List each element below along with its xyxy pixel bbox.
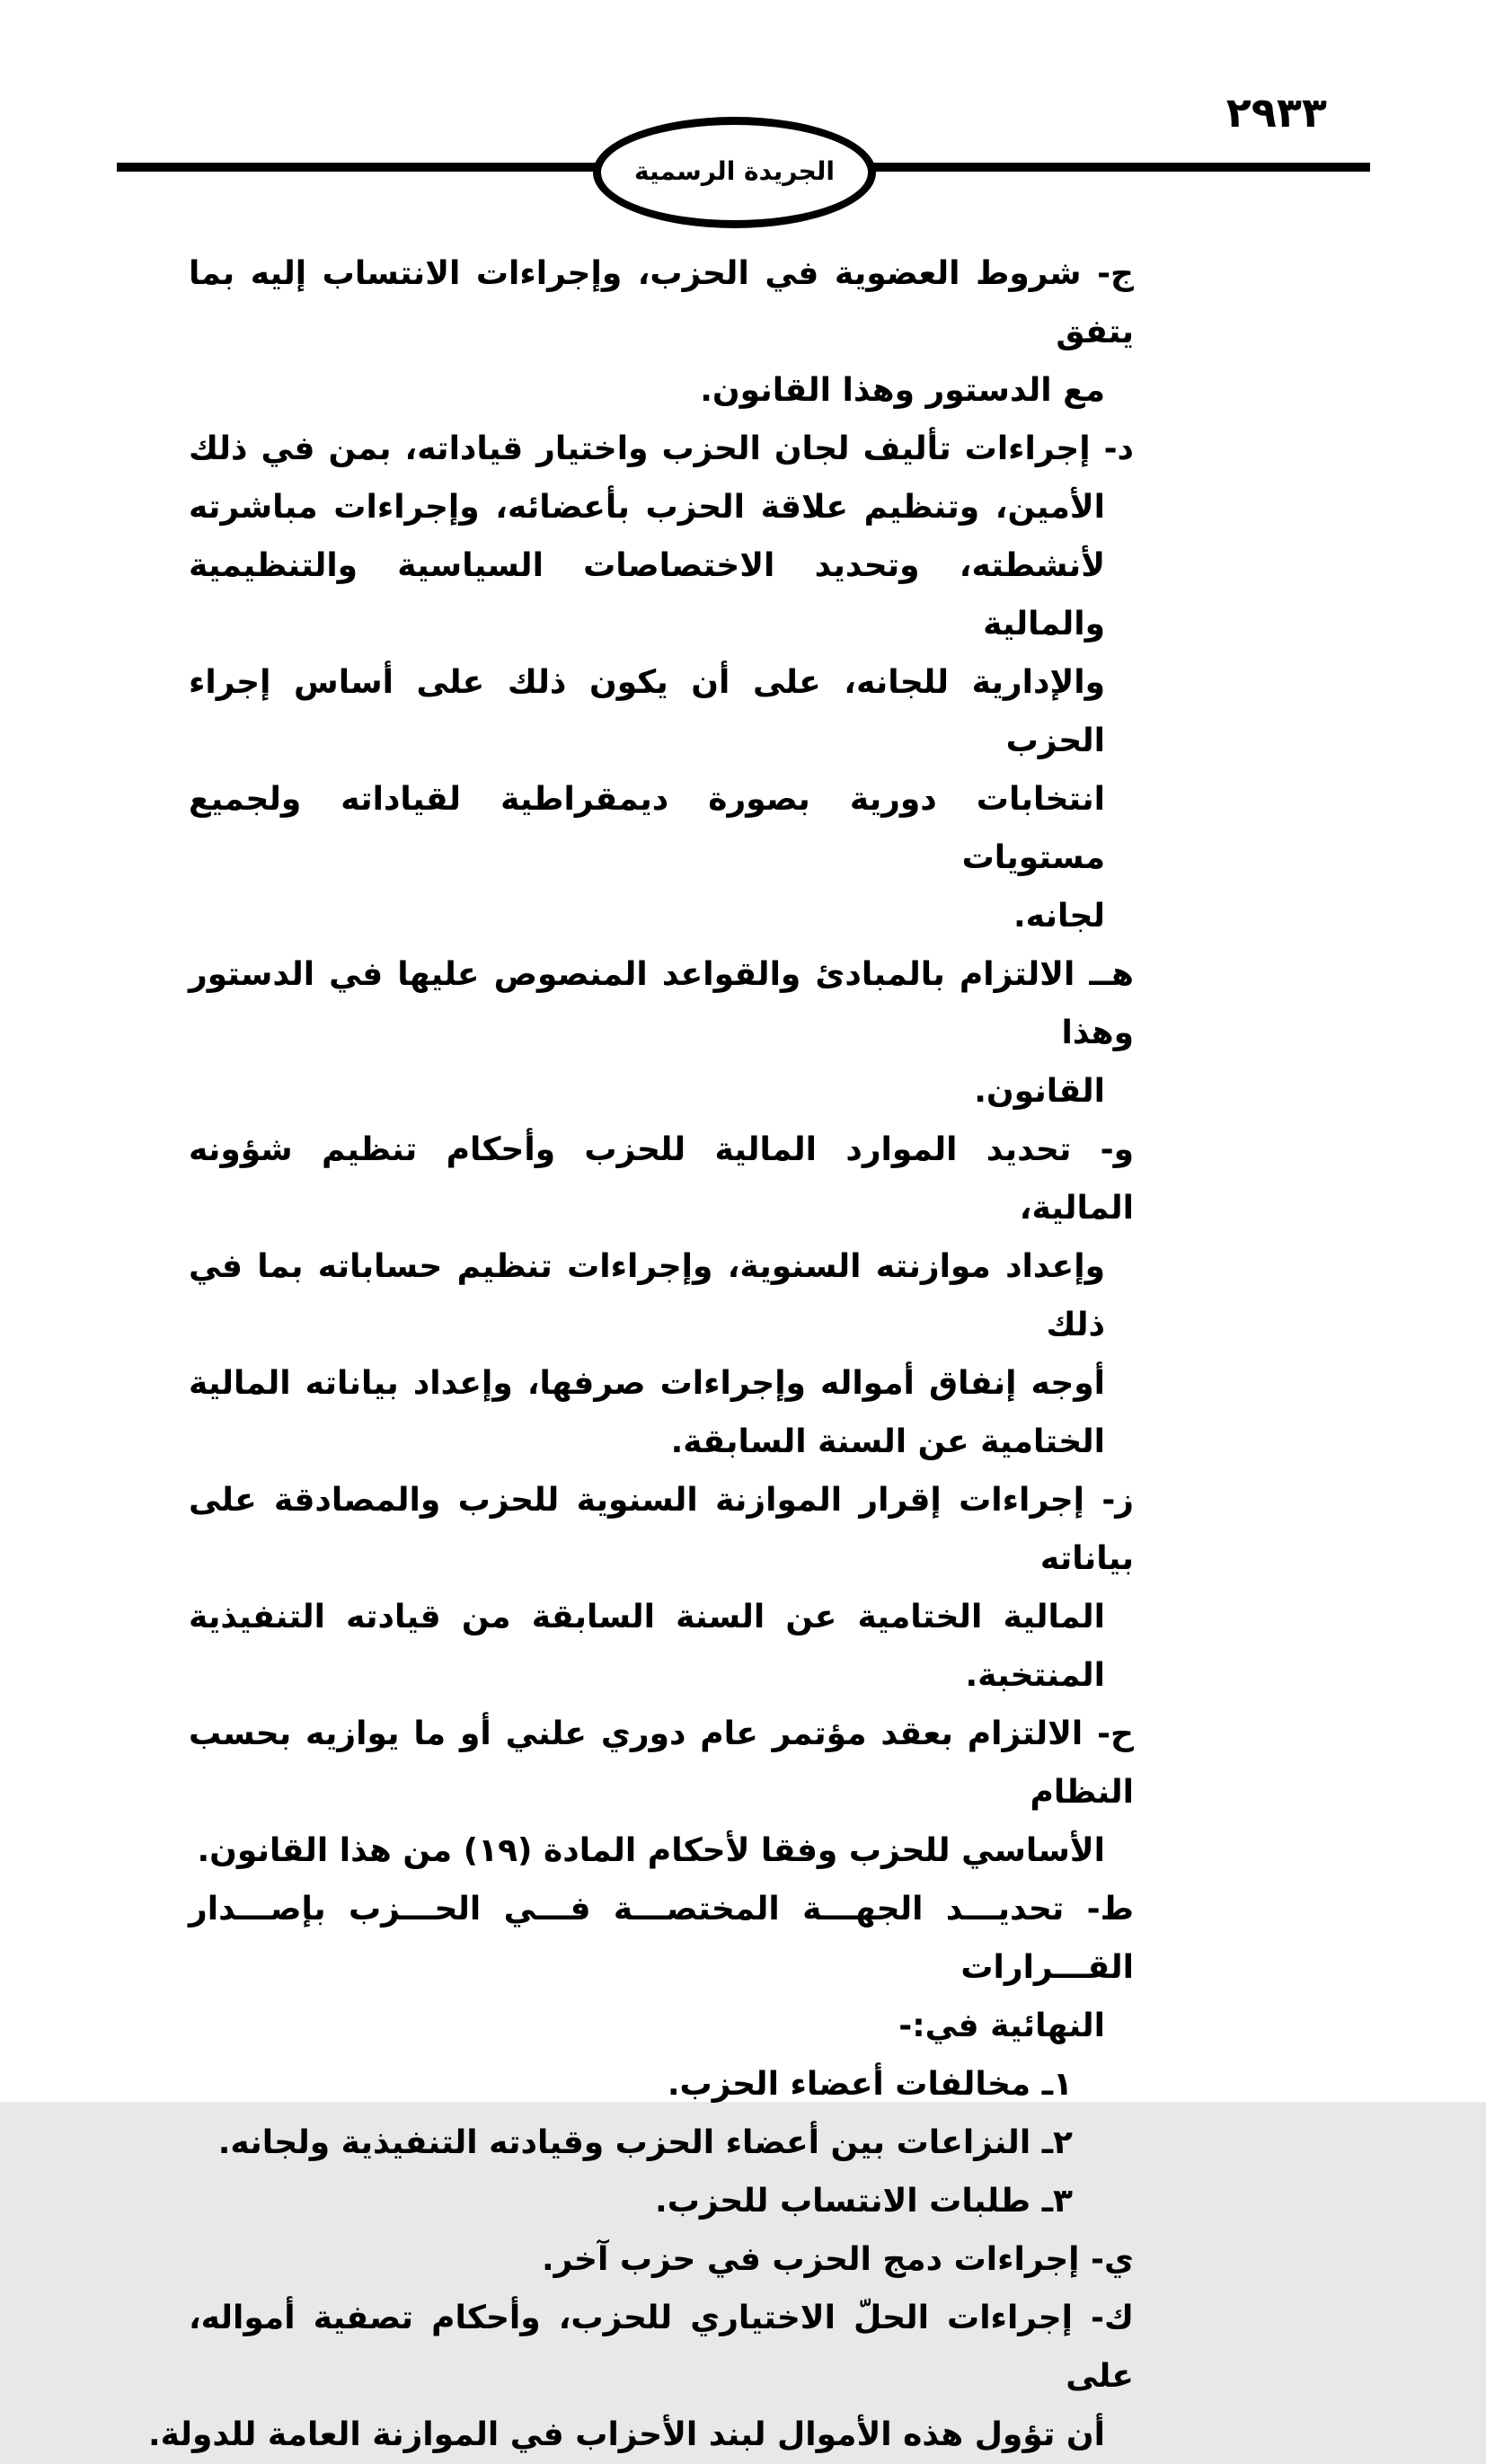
text-line: و- تحديد الموارد المالية للحزب وأحكام تنظيم شؤونه المالية،	[189, 1131, 1134, 1227]
text-line: والإدارية للجانه، على أن يكون ذلك على أساس إجراء الحزب	[189, 664, 1105, 759]
numbered-item: ٢ـ النزاعات بين أعضاء الحزب وقيادته التنفيذية ولجانه.	[217, 2124, 1073, 2161]
text-line: النهائية في:-	[898, 2008, 1105, 2044]
numbered-item: ١ـ مخالفات أعضاء الحزب.	[667, 2066, 1073, 2103]
text-line: لأنشطته، وتحديد الاختصاصات السياسية والتنظيمية والمالية	[189, 547, 1105, 643]
text-line: وإعداد موازنته السنوية، وإجراءات تنظيم حساباته بما في ذلك	[189, 1248, 1105, 1343]
text-line: انتخابات دورية بصورة ديمقراطية لقياداته ولجميع مستويات	[189, 781, 1105, 876]
text-line: ح- الالتزام بعقد مؤتمر عام دوري علني أو ما يوازيه بحسب النظام	[189, 1715, 1134, 1811]
numbered-item: ٣ـ طلبات الانتساب للحزب.	[655, 2183, 1073, 2220]
text-line: هــ الالتزام بالمبادئ والقواعد المنصوص عليها في الدستور وهذا	[189, 956, 1134, 1051]
text-line: ط- تحديـــد الجهـــة المختصـــة فـــي الحـــزب بإصـــدار القـــرارات	[189, 1891, 1134, 1986]
text-line: د- إجراءات تأليف لجان الحزب واختيار قياداته، بمن في ذلك	[189, 430, 1134, 467]
text-line: الختامية عن السنة السابقة.	[670, 1423, 1105, 1460]
page-number: ٢٩٣٣	[1225, 88, 1327, 137]
text-line: لجانه.	[1013, 898, 1105, 935]
document-body	[147, 244, 1134, 2464]
text-line: ج- شروط العضوية في الحزب، وإجراءات الانتساب إليه بما يتفق	[189, 255, 1134, 350]
text-line: القانون.	[974, 1073, 1105, 1110]
text-line: المالية الختامية عن السنة السابقة من قيادته التنفيذية المنتخبة.	[189, 1599, 1105, 1694]
text-line: ز- إجراءات إقرار الموازنة السنوية للحزب والمصادقة على بياناته	[189, 1482, 1134, 1577]
text-line: أن تؤول هذه الأموال لبند الأحزاب في الموازنة العامة للدولة.	[147, 2416, 1105, 2453]
text-line: أوجه إنفاق أمواله وإجراءات صرفها، وإعداد بياناته المالية	[189, 1365, 1105, 1402]
gazette-seal	[593, 117, 876, 228]
text-line: الأساسي للحزب وفقا لأحكام المادة (١٩) من هذا القانون.	[197, 1832, 1105, 1869]
text-line: ك- إجراءات الحلّ الاختياري للحزب، وأحكام تصفية أمواله، على	[189, 2300, 1134, 2395]
text-line: ي- إجراءات دمج الحزب في حزب آخر.	[541, 2241, 1134, 2278]
text-line: مع الدستور وهذا القانون.	[700, 372, 1105, 409]
text-line: الأمين، وتنظيم علاقة الحزب بأعضائه، وإجراءات مباشرته	[189, 489, 1105, 526]
gazette-title: الجريدة الرسمية	[634, 155, 835, 186]
